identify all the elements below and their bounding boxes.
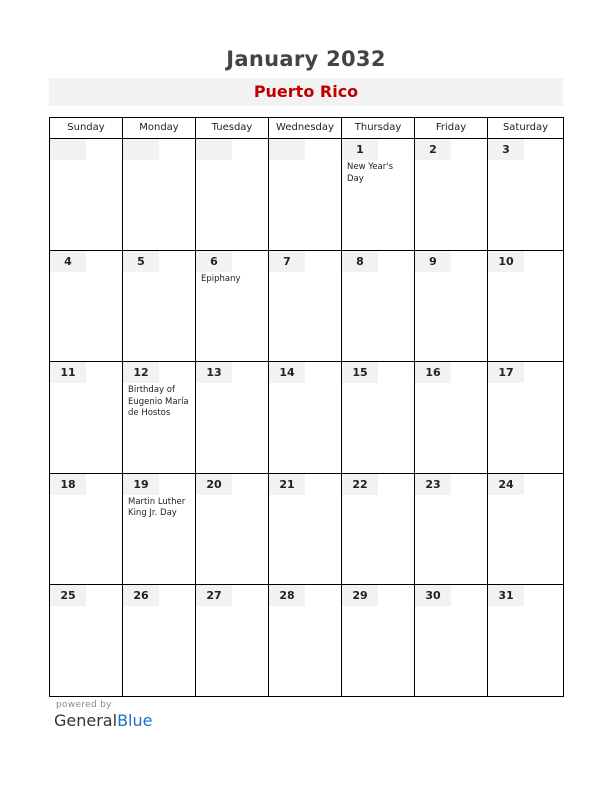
generalblue-logo [54,711,152,730]
day-cell [50,474,123,586]
holiday-label: Birthday of Eugenio María de Hostos [128,385,189,419]
day-number: 2 [415,139,451,160]
powered-by-text: powered by [56,700,112,710]
day-number: 27 [196,585,232,606]
week-row [50,474,564,586]
holiday-label: Martin Luther King Jr. Day [128,496,186,519]
day-number: 7 [269,251,305,272]
day-number: 12 [123,362,159,383]
day-cell [415,585,488,697]
day-number: 17 [488,362,524,383]
weekday-header-saturday: Saturday [488,118,564,139]
day-number: 3 [488,139,524,160]
day-number: 24 [488,474,524,495]
day-cell [269,362,342,474]
weekday-header-thursday: Thursday [342,118,415,139]
day-number [196,139,232,160]
day-number: 16 [415,362,451,383]
week-row [50,585,564,697]
day-cell [342,585,415,697]
day-cell [50,362,123,474]
day-cell [342,474,415,586]
day-cell [123,585,196,697]
logo-blue: Blue [117,711,153,730]
day-number: 23 [415,474,451,495]
weekday-header-wednesday: Wednesday [269,118,342,139]
calendar-grid [49,117,564,697]
weekday-header-row [50,118,564,139]
day-cell [488,362,564,474]
day-cell [196,362,269,474]
day-number: 25 [50,585,86,606]
day-number: 30 [415,585,451,606]
day-cell [488,139,564,251]
week-row [50,139,564,251]
day-number: 26 [123,585,159,606]
day-number: 22 [342,474,378,495]
weekday-header-sunday: Sunday [50,118,123,139]
week-row [50,251,564,363]
day-cell [50,139,123,251]
logo-general: General [54,711,118,730]
day-cell [123,139,196,251]
day-number: 8 [342,251,378,272]
weekday-header-tuesday: Tuesday [196,118,269,139]
day-cell [269,251,342,363]
day-cell [196,585,269,697]
day-cell [488,585,564,697]
day-cell [123,474,196,586]
day-cell [196,474,269,586]
day-number: 15 [342,362,378,383]
day-cell [342,251,415,363]
day-number: 11 [50,362,86,383]
holiday-label: Epiphany [201,273,241,284]
day-cell [50,251,123,363]
day-cell [269,585,342,697]
day-cell [123,362,196,474]
day-number: 18 [50,474,86,495]
day-number: 21 [269,474,305,495]
day-cell [415,139,488,251]
day-number: 13 [196,362,232,383]
day-number: 6 [196,251,232,272]
day-cell [488,474,564,586]
day-cell [488,251,564,363]
day-cell [196,251,269,363]
day-cell [342,362,415,474]
day-number: 5 [123,251,159,272]
day-number: 4 [50,251,86,272]
country-banner [49,78,563,106]
day-cell [342,139,415,251]
week-row [50,362,564,474]
day-cell [415,474,488,586]
day-cell [269,139,342,251]
day-number: 14 [269,362,305,383]
day-cell [415,362,488,474]
calendar-weeks [50,139,564,697]
country-name: Puerto Rico [253,82,359,101]
day-number [269,139,305,160]
day-cell [269,474,342,586]
day-cell [415,251,488,363]
day-number [123,139,159,160]
day-number: 1 [342,139,378,160]
page-title: January 2032 [226,47,386,71]
day-cell [196,139,269,251]
day-number: 28 [269,585,305,606]
day-number: 9 [415,251,451,272]
weekday-header-friday: Friday [415,118,488,139]
weekday-header-monday: Monday [123,118,196,139]
day-number [50,139,86,160]
holiday-label: New Year's Day [347,162,394,184]
day-number: 31 [488,585,524,606]
day-cell [50,585,123,697]
day-cell [123,251,196,363]
day-number: 19 [123,474,159,495]
day-number: 29 [342,585,378,606]
day-number: 10 [488,251,524,272]
day-number: 20 [196,474,232,495]
